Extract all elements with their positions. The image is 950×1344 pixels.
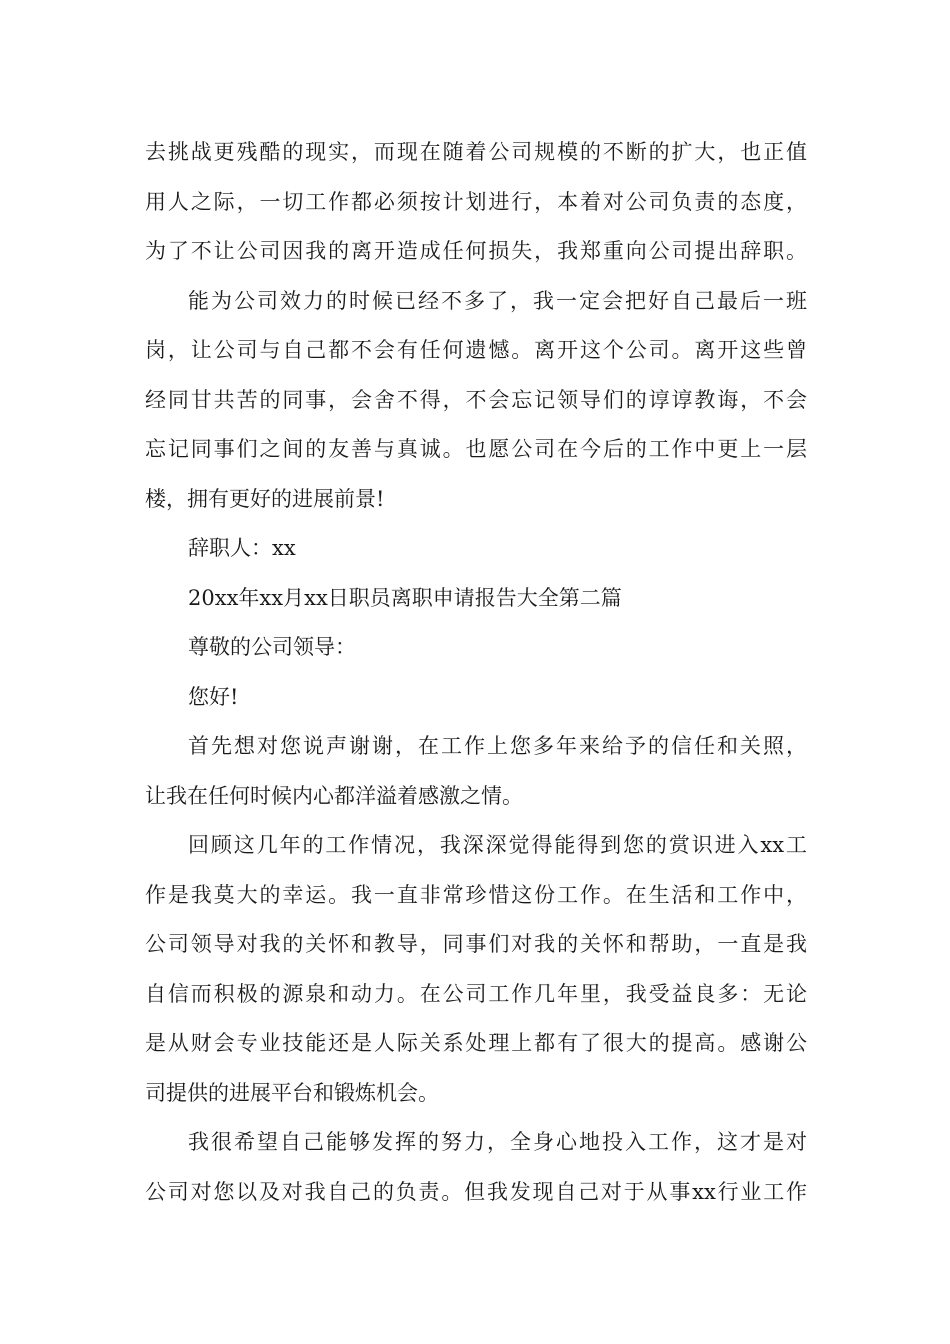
text-line: 公司领导对我的关怀和教导，同事们对我的关怀和帮助，一直是我: [145, 932, 807, 956]
text-line: 是从财会专业技能还是人际关系处理上都有了很大的提高。感谢公: [145, 1031, 807, 1055]
text-line: 忘记同事们之间的友善与真诚。也愿公司在今后的工作中更上一层: [145, 437, 807, 461]
text-line: 岗，让公司与自己都不会有任何遗憾。离开这个公司。离开这些曾: [145, 338, 807, 362]
section-title: 20xx年xx月xx日职员离职申请报告大全第二篇: [188, 585, 622, 610]
text-line: 司提供的进展平台和锻炼机会。: [145, 1080, 439, 1105]
text-line: 公司对您以及对我自己的负责。但我发现自己对于从事xx行业工作: [145, 1179, 807, 1204]
paragraph-start-line: 能为公司效力的时候已经不多了，我一定会把好自己最后一班: [188, 288, 807, 313]
text-line: 楼，拥有更好的进展前景!: [145, 486, 385, 511]
text-line: 作是我莫大的幸运。我一直非常珍惜这份工作。在生活和工作中，: [145, 882, 807, 907]
document-body: [145, 128, 807, 1217]
paragraph-start-line: 首先想对您说声谢谢，在工作上您多年来给予的信任和关照，: [188, 734, 807, 758]
text-line: 为了不让公司因我的离开造成任何损失，我郑重向公司提出辞职。: [145, 239, 807, 263]
greeting: 您好!: [188, 684, 239, 709]
salutation: 尊敬的公司领导：: [188, 635, 356, 659]
text-line: 经同甘共苦的同事，会舍不得，不会忘记领导们的谆谆教诲，不会: [145, 387, 807, 412]
signature-line: 辞职人：xx: [188, 536, 296, 560]
paragraph-start-line: 回顾这几年的工作情况，我深深觉得能得到您的赏识进入xx工: [188, 833, 807, 857]
paragraph-start-line: 我很希望自己能够发挥的努力，全身心地投入工作，这才是对: [188, 1130, 807, 1154]
text-line: 去挑战更残酷的现实，而现在随着公司规模的不断的扩大，也正值: [145, 140, 807, 164]
text-line: 用人之际，一切工作都必须按计划进行，本着对公司负责的态度，: [145, 189, 807, 214]
text-line: 让我在任何时候内心都洋溢着感激之情。: [145, 783, 523, 808]
text-line: 自信而积极的源泉和动力。在公司工作几年里，我受益良多：无论: [145, 981, 807, 1006]
